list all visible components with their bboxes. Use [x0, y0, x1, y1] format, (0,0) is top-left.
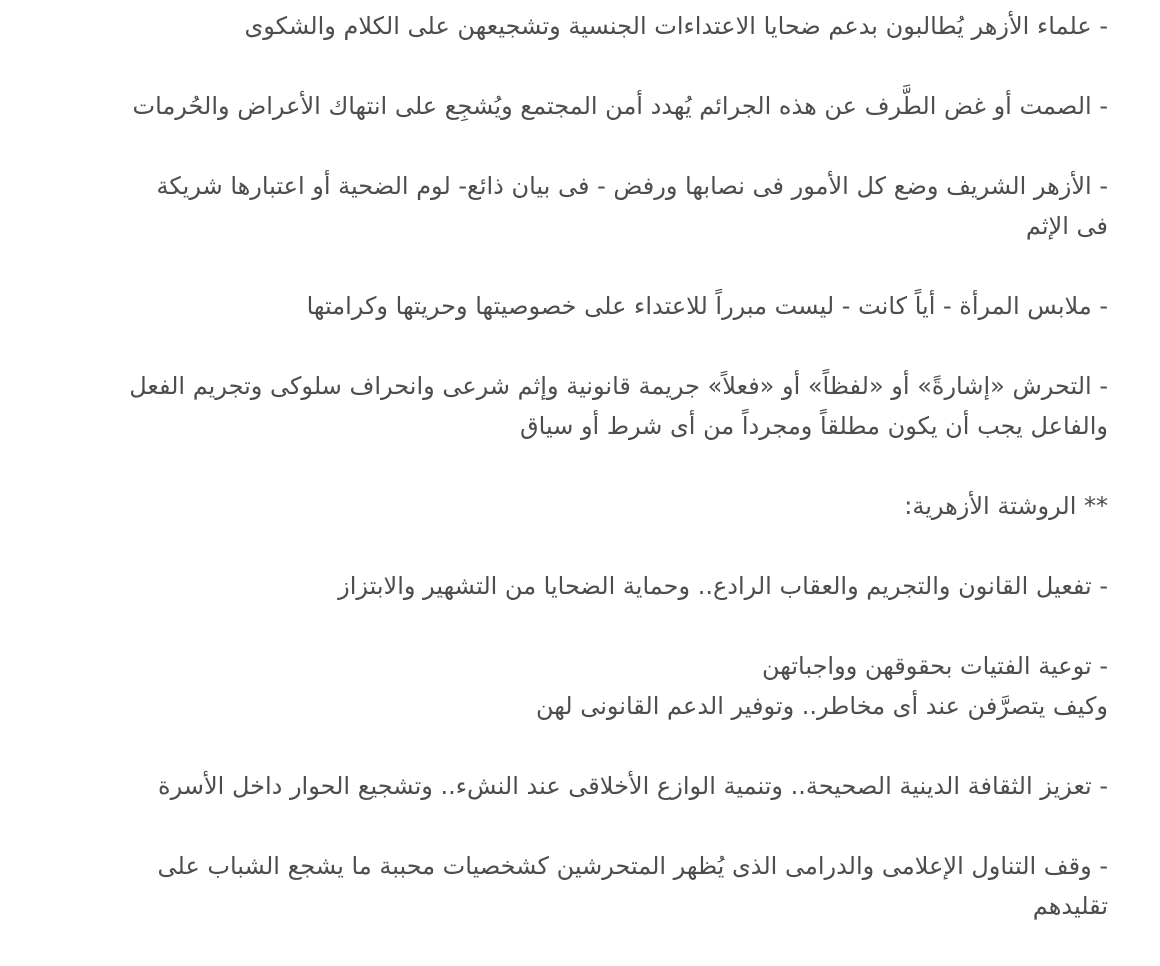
paragraph-line: - علماء الأزهر يُطالبون بدعم ضحايا الاعتداءات الجنسية وتشجيعهن على الكلام والشكوى — [244, 12, 1108, 40]
paragraph-law-enforcement — [40, 566, 1108, 606]
paragraph-line: - الأزهر الشريف وضع كل الأمور فى نصابها ورفض - فى بيان ذائع- لوم الضحية أو اعتبارها شريكة — [156, 172, 1108, 200]
paragraph-harassment-crime — [40, 366, 1108, 446]
paragraph-religious-culture — [40, 766, 1108, 806]
paragraph-line: تقليدهم — [1032, 892, 1108, 920]
paragraph-azhar-statement — [40, 166, 1108, 246]
paragraph-line: - تفعيل القانون والتجريم والعقاب الرادع.. وحماية الضحايا من التشهير والابتزاز — [338, 572, 1108, 600]
paragraph-line: - ملابس المرأة - أياً كانت - ليست مبرراً للاعتداء على خصوصيتها وحريتها وكرامتها — [306, 292, 1108, 320]
paragraph-azhar-scholars — [40, 6, 1108, 46]
paragraph-line: - تعزيز الثقافة الدينية الصحيحة.. وتنمية الوازع الأخلاقى عند النشء.. وتشجيع الحوار داخل الأسرة — [158, 772, 1108, 800]
paragraph-line: والفاعل يجب أن يكون مطلقاً ومجرداً من أى شرط أو سياق — [520, 412, 1108, 440]
paragraph-line: - التحرش «إشارةً» أو «لفظاً» أو «فعلاً» جريمة قانونية وإثم شرعى وانحراف سلوكى وتجريم الفعل — [129, 372, 1108, 400]
article-text — [40, 0, 1108, 966]
paragraph-line: - الصمت أو غض الطَّرف عن هذه الجرائم يُهدد أمن المجتمع ويُشجِع على انتهاك الأعراض والحُرمات — [132, 92, 1108, 120]
paragraph-line: وكيف يتصرَّفن عند أى مخاطر.. وتوفير الدعم القانونى لهن — [535, 692, 1108, 720]
section-heading-prescription — [40, 486, 1108, 526]
paragraph-media — [40, 846, 1108, 926]
paragraph-line: - توعية الفتيات بحقوقهن وواجباتهن — [762, 652, 1108, 680]
paragraph-silence — [40, 86, 1108, 126]
heading-line: ** الروشتة الأزهرية: — [904, 492, 1108, 520]
paragraph-clothing — [40, 286, 1108, 326]
paragraph-awareness — [40, 646, 1108, 726]
paragraph-line: فى الإثم — [1025, 212, 1108, 240]
paragraph-line: - وقف التناول الإعلامى والدرامى الذى يُظهر المتحرشين كشخصيات محببة ما يشجع الشباب على — [157, 852, 1108, 880]
